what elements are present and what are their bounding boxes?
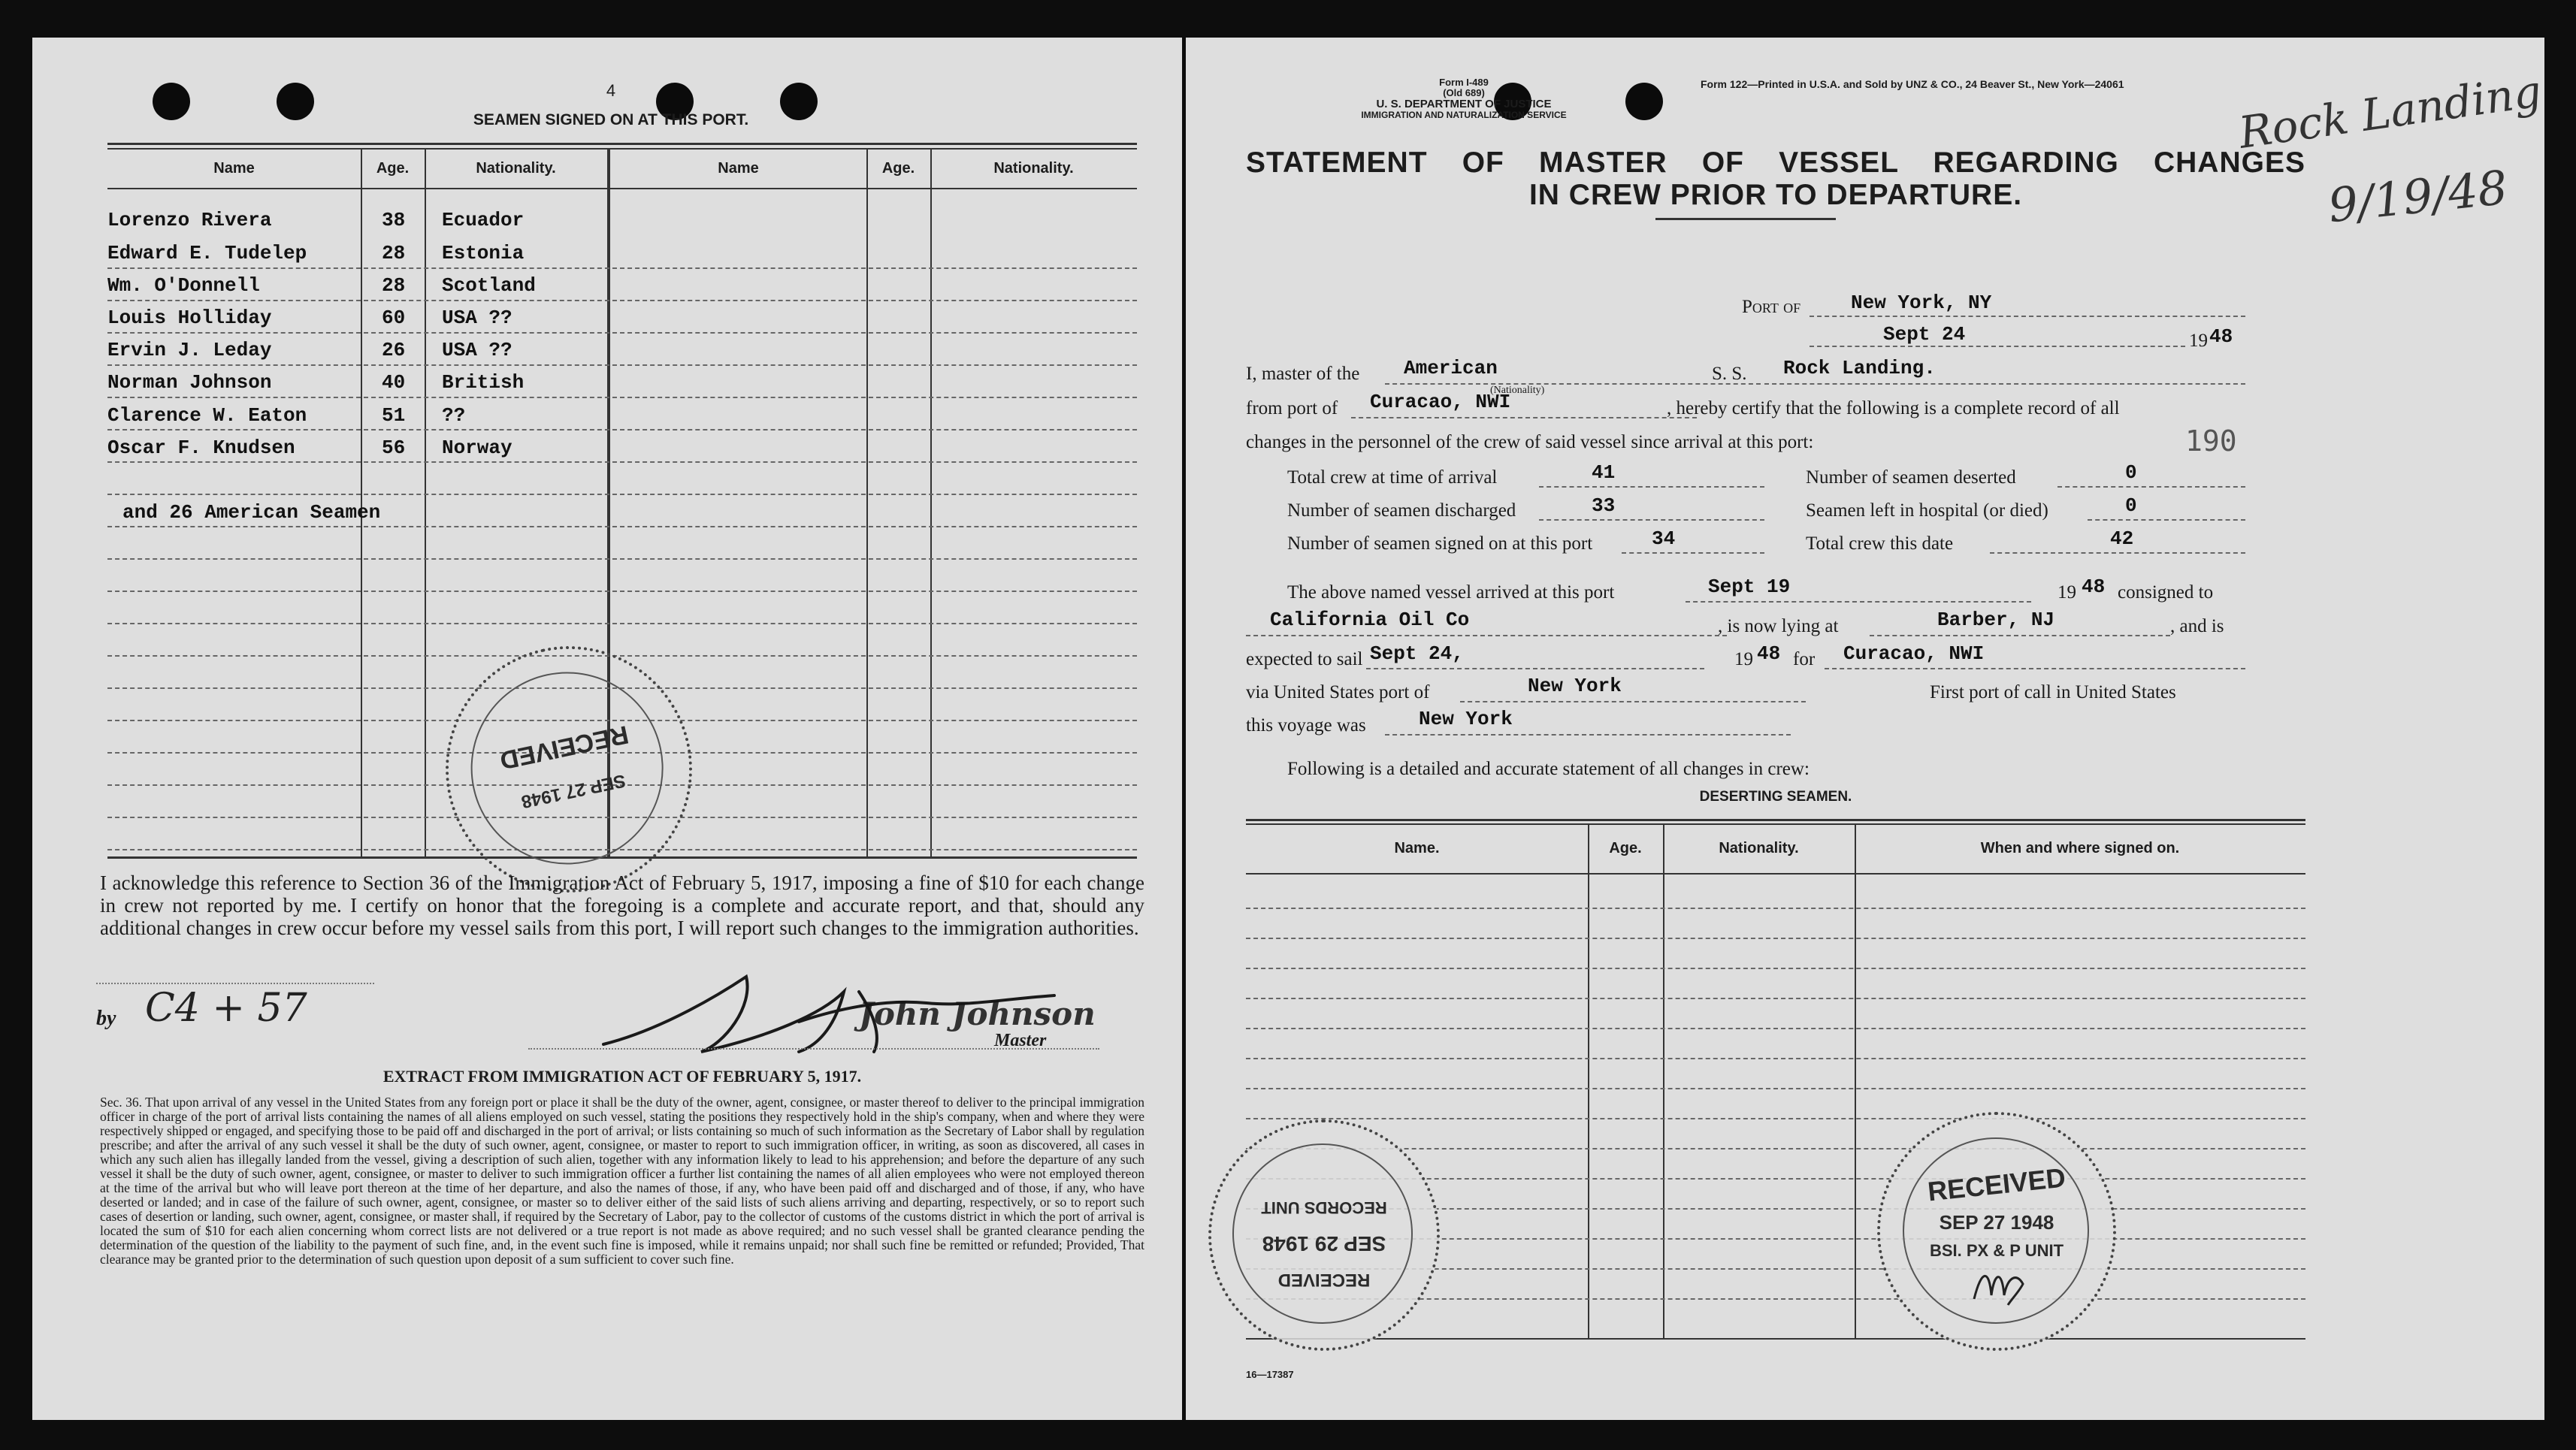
arrived-rule — [1686, 601, 2031, 603]
column-divider — [1855, 823, 1856, 1338]
discharged-label: Number of seamen discharged — [1287, 500, 1516, 521]
row-rule — [1246, 968, 2305, 969]
for-value: Curacao, NWI — [1843, 642, 1985, 665]
row-rule — [107, 461, 1137, 463]
seaman-name: Ervin J. Leday — [107, 339, 272, 361]
deserting-header-age: Age. — [1609, 840, 1642, 856]
year-prefix: 19 — [2189, 331, 2208, 351]
year-value: 48 — [2209, 325, 2233, 348]
stamp-date-text: SEP 29 1948 — [1262, 1232, 1386, 1255]
nationality-rule — [1385, 383, 1761, 385]
arrived-value: Sept 19 — [1708, 575, 1791, 598]
column-header-nationality-2: Nationality. — [993, 160, 1074, 177]
row-rule — [107, 267, 1137, 269]
from-port-label: from port of — [1246, 398, 1338, 418]
seaman-nationality: USA ?? — [442, 339, 512, 361]
seaman-age: 38 — [382, 209, 406, 231]
service-name: IMMIGRATION AND NATURALIZATION SERVICE — [1361, 110, 1567, 120]
row-rule — [107, 364, 1137, 366]
nationality-caption: (Nationality) — [1490, 385, 1545, 396]
this-voyage-value: New York — [1419, 708, 1513, 730]
seaman-name: Norman Johnson — [107, 371, 272, 394]
stamp-date-text: SEP 27 1948 — [1939, 1211, 2054, 1234]
form-title-line-2: IN CREW PRIOR TO DEPARTURE. — [1528, 179, 2023, 211]
row-rule — [107, 558, 1137, 560]
punch-hole — [277, 83, 314, 120]
stamp-date-text: SEP 27 1948 — [519, 769, 627, 812]
column-header-name: Name — [213, 160, 255, 177]
form-old-number: (Old 689) — [1443, 87, 1485, 98]
port-label: Port of — [1742, 297, 1801, 317]
year-prefix: 19 — [2057, 582, 2076, 603]
year-prefix: 19 — [1734, 649, 1753, 669]
stamp-received-text: RECEIVED — [1926, 1162, 2067, 1207]
count-rule — [1990, 552, 2245, 554]
row-rule — [107, 526, 1137, 527]
arrived-year: 48 — [2082, 575, 2106, 598]
column-divider — [1663, 823, 1664, 1338]
seaman-nationality: British — [442, 371, 525, 394]
hospital-value: 0 — [2125, 494, 2137, 517]
date-rule — [1810, 346, 2185, 347]
signed-on-label: Number of seamen signed on at this port — [1287, 533, 1593, 554]
row-rule — [1246, 1148, 2305, 1149]
page-number: 4 — [606, 81, 616, 100]
count-rule — [2088, 519, 2245, 521]
department-name: U. S. DEPARTMENT OF JUSTICE — [1376, 98, 1552, 110]
stamp-initials-drawing — [1970, 1261, 2030, 1307]
expected-label: expected to sail — [1246, 649, 1363, 669]
date-value: Sept 24 — [1883, 323, 1966, 346]
seaman-age: 40 — [382, 371, 406, 394]
stamp-received-text: RECEIVED — [497, 719, 631, 775]
seaman-nationality: Scotland — [442, 274, 536, 297]
vessel-rule — [1764, 383, 2245, 385]
master-signature: John Johnson — [859, 995, 1096, 1032]
margin-number: 190 — [2185, 424, 2237, 458]
lying-rule — [1870, 635, 2170, 636]
row-rule — [107, 429, 1137, 430]
row-rule — [107, 300, 1137, 301]
received-stamp — [1877, 1112, 2116, 1351]
master-label: Master — [994, 1031, 1047, 1050]
table-top-rule — [107, 148, 1137, 150]
seaman-name: Wm. O'Donnell — [107, 274, 260, 297]
port-value: New York, NY — [1851, 292, 1992, 314]
table-header-rule — [1246, 873, 2305, 875]
from-port-rule — [1351, 417, 1697, 418]
records-unit-stamp — [1208, 1119, 1440, 1351]
following-text: Following is a detailed and accurate statement of all changes in crew: — [1287, 759, 1810, 779]
column-divider — [866, 148, 868, 856]
column-header-age-2: Age. — [881, 160, 915, 177]
form-number: Form I-489 — [1439, 77, 1489, 88]
via-value: New York — [1528, 675, 1622, 697]
via-label: via United States port of — [1246, 682, 1430, 702]
via-rule — [1460, 701, 1806, 702]
table-top-rule — [107, 143, 1137, 145]
deserting-header-nationality: Nationality. — [1719, 840, 1799, 856]
count-rule — [1539, 486, 1764, 488]
endorsement-rule — [96, 983, 374, 984]
deserting-header-signed-on: When and where signed on. — [1980, 840, 2180, 856]
seaman-nationality: Estonia — [442, 242, 525, 264]
this-voyage-rule — [1385, 734, 1791, 736]
and-is-label: , and is — [2170, 616, 2224, 636]
right-page — [1186, 38, 2544, 1420]
seaman-age: 51 — [382, 404, 406, 427]
section-title: SEAMEN SIGNED ON AT THIS PORT. — [473, 111, 749, 128]
punch-hole — [153, 83, 190, 120]
table-top-rule — [1246, 823, 2305, 825]
this-voyage-label: this voyage was — [1246, 715, 1366, 736]
seaman-name: Edward E. Tudelep — [107, 242, 307, 264]
ss-label: S. S. — [1712, 364, 1747, 384]
consignee-rule — [1246, 635, 1727, 636]
lying-value: Barber, NJ — [1937, 609, 2055, 631]
column-divider — [425, 148, 426, 856]
table-bottom-rule — [1246, 1338, 2305, 1340]
title-underline — [1655, 218, 1836, 220]
stamp-received-text: RECEIVED — [1277, 1270, 1371, 1290]
seaman-age: 28 — [382, 242, 406, 264]
row-rule — [107, 591, 1137, 592]
seaman-age: 56 — [382, 437, 406, 459]
by-label: by — [96, 1007, 116, 1030]
nationality-value: American — [1404, 357, 1498, 379]
seaman-nationality: Ecuador — [442, 209, 525, 231]
master-of-label: I, master of the — [1246, 364, 1360, 384]
row-rule — [1246, 908, 2305, 909]
vessel-value: Rock Landing. — [1783, 357, 1936, 379]
expected-value: Sept 24, — [1370, 642, 1464, 665]
stamp-unit-text: BSI. PX & P UNIT — [1929, 1241, 2064, 1260]
row-rule — [1246, 998, 2305, 999]
deserting-header-name: Name. — [1394, 840, 1440, 856]
seaman-nationality: ?? — [442, 404, 466, 427]
row-rule — [1246, 938, 2305, 939]
form-title-line-1: STATEMENT OF MASTER OF VESSEL REGARDING CHANGES — [1246, 147, 2305, 179]
count-rule — [1539, 519, 1764, 521]
changes-text: changes in the personnel of the crew of said vessel since arrival at this port: — [1246, 432, 1814, 452]
row-rule — [107, 397, 1137, 398]
column-divider — [930, 148, 932, 856]
seaman-name: Louis Holliday — [107, 307, 272, 329]
total-crew-arrival-value: 41 — [1592, 461, 1616, 484]
consignee-value: California Oil Co — [1270, 609, 1470, 631]
row-rule — [1246, 1058, 2305, 1059]
footer-code: 16—17387 — [1246, 1369, 1294, 1380]
expected-rule — [1366, 668, 1704, 669]
deserted-value: 0 — [2125, 461, 2137, 484]
table-top-rule — [1246, 819, 2305, 821]
from-port-value: Curacao, NWI — [1370, 391, 1511, 413]
certify-text: , hereby certify that the following is a complete record of all — [1667, 398, 2120, 418]
acknowledgment-text: I acknowledge this reference to Section 36 of the Immigration Act of February 5, 1917, imposing a fine of $10 for each change in crew not reported by me. I certify on honor that the foregoing is a complete and accurate report, and that, should any additional changes in crew occur before my vessel sails from this port, I will report such changes to the immigration authorities. — [100, 872, 1144, 939]
row-rule — [107, 494, 1137, 495]
seaman-nationality: Norway — [442, 437, 512, 459]
handwritten-vessel-name: Rock Landing — [2236, 65, 2544, 159]
american-seamen-note: and 26 American Seamen — [122, 501, 381, 524]
row-rule — [1246, 1118, 2305, 1119]
row-rule — [107, 332, 1137, 334]
expected-year: 48 — [1757, 642, 1781, 665]
row-rule — [1246, 1088, 2305, 1089]
stamp-records-unit-text: RECORDS UNIT — [1261, 1198, 1387, 1217]
hospital-label: Seamen left in hospital (or died) — [1806, 500, 2048, 521]
signed-on-value: 34 — [1652, 527, 1676, 550]
port-rule — [1810, 316, 2245, 317]
arrived-label: The above named vessel arrived at this port — [1287, 582, 1615, 603]
row-rule — [107, 655, 1137, 657]
first-port-label: First port of call in United States — [1930, 682, 2176, 702]
handwritten-date: 9/19/48 — [2325, 159, 2511, 234]
seaman-age: 28 — [382, 274, 406, 297]
consigned-label: consigned to — [2118, 582, 2214, 603]
seaman-age: 60 — [382, 307, 406, 329]
lying-label: , is now lying at — [1718, 616, 1839, 636]
for-rule — [1825, 668, 2245, 669]
extract-text: Sec. 36. That upon arrival of any vessel in the United States from any foreign port or place it shall be the duty of the owner, agent, consignee, or master thereof to deliver to the principal immigration officer in charge of the port of arrival lists containing the names of all aliens employed on such vessel, stating the positions they respectively hold in the ship's company, when and where they were respectively shipped or engaged, and specifying those to be paid off and discharged in the port of arrival; or lists containing so much of such information as the Secretary of Labor shall by regulation prescribe; and after the arrival of any such vessel it shall be the duty of such owner, agent, consignee, or master to report to such immigration officer, in writing, as soon as discovered, all cases in which any such alien has illegally landed from the vessel, giving a description of such alien, together with any information likely to lead to his apprehension; and before the departure of any such vessel it shall be the duty of such owner, agent, consignee, or master to deliver to such immigration officer a further list containing the names of all alien employees who were not employed thereon at the time of the arrival but who will leave port thereon at the time of her departure, and also the names of those, if any, who have been paid off and discharged and of those, if any, who have deserted or landed; and in case of the failure of such owner, agent, consignee, or master so to deliver either of the said lists of such aliens arriving and departing, respectively, or so to report such cases of desertion or landing, such owner, agent, consignee, or master shall, if required by the Secretary of Labor, pay to the collector of customs of the customs district in which the port of arrival is located the sum of $10 for each alien concerning whom correct lists are not delivered or a true report is not made as above required; and no such vessel shall be granted clearance pending the determination of the question of the liability to the payment of such fine, and, in the event such fine is imposed, while it remains unpaid; nor shall such fine be remitted or refunded; Provided, That clearance may be granted prior to the determination of such question upon deposit of a sum sufficient to cover such fine. — [100, 1095, 1144, 1267]
printer-note: Form 122—Printed in U.S.A. and Sold by UNZ & CO., 24 Beaver St., New York—24061 — [1701, 78, 2124, 90]
for-label: for — [1793, 649, 1816, 669]
seaman-nationality: USA ?? — [442, 307, 512, 329]
left-page — [32, 38, 1182, 1420]
discharged-value: 33 — [1592, 494, 1616, 517]
seaman-name: Clarence W. Eaton — [107, 404, 307, 427]
column-divider — [1588, 823, 1589, 1338]
table-header-rule — [107, 188, 1137, 189]
deserting-title: DESERTING SEAMEN. — [1699, 789, 1852, 805]
by-annotation: C4 + 57 — [145, 986, 307, 1031]
column-header-nationality: Nationality. — [476, 160, 556, 177]
extract-title: EXTRACT FROM IMMIGRATION ACT OF FEBRUARY 5, 1917. — [382, 1067, 862, 1086]
count-rule — [1622, 552, 1764, 554]
column-header-age: Age. — [376, 160, 410, 177]
seaman-name: Lorenzo Rivera — [107, 209, 272, 231]
column-header-name-2: Name — [718, 160, 759, 177]
row-rule — [1246, 1028, 2305, 1029]
deserted-label: Number of seamen deserted — [1806, 467, 2016, 488]
seaman-age: 26 — [382, 339, 406, 361]
total-crew-date-value: 42 — [2110, 527, 2134, 550]
total-crew-date-label: Total crew this date — [1806, 533, 1954, 554]
row-rule — [107, 623, 1137, 624]
seaman-name: Oscar F. Knudsen — [107, 437, 295, 459]
count-rule — [2057, 486, 2245, 488]
total-crew-arrival-label: Total crew at time of arrival — [1287, 467, 1498, 488]
